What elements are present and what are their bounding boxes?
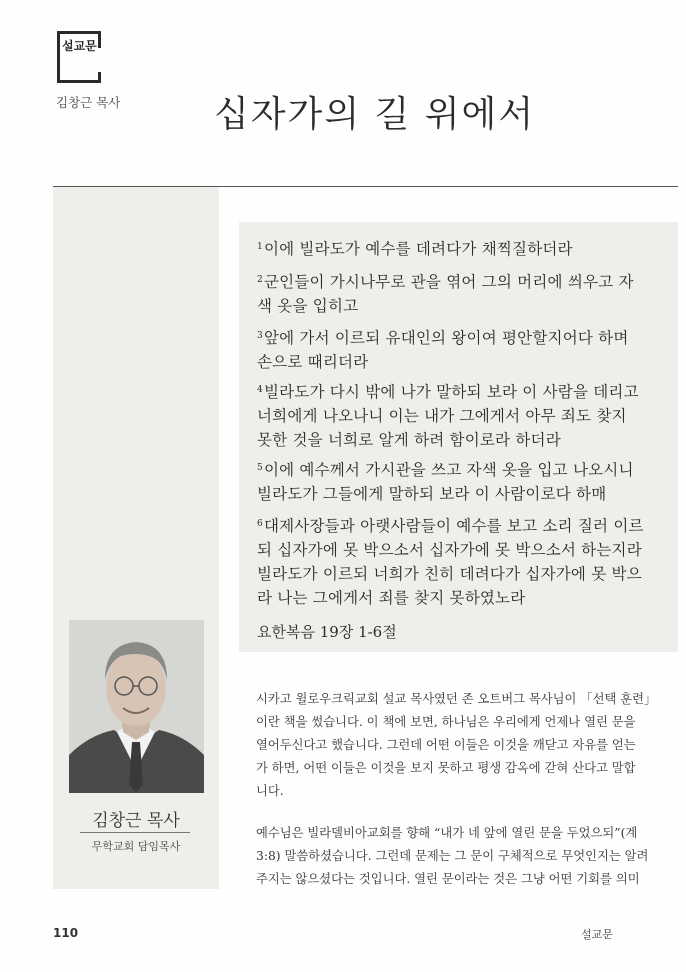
- verse-6: [257, 514, 667, 610]
- verse-text-line: 빌라도가 이르되 너희가 친히 데려다가 십자가에 못 박으: [257, 565, 642, 583]
- verse-number: 4: [257, 385, 263, 395]
- verse-1: [257, 237, 667, 261]
- verse-3: [257, 326, 667, 374]
- author-portrait-illustration: [69, 620, 204, 793]
- body-line: 3:8) 말씀하셨습니다. 그런데 문제는 그 문이 구체적으로 무엇인지는 알려: [256, 849, 649, 863]
- verse-text-line: 대제사장들과 아랫사람들이 예수를 보고 소리 질러 이르: [263, 517, 644, 535]
- verse-number: 6: [257, 519, 263, 529]
- body-paragraph-2: [256, 822, 668, 891]
- body-line: 니다.: [256, 784, 284, 798]
- verse-5: [257, 458, 667, 506]
- verse-text-line: 앞에 가서 이르되 유대인의 왕이여 평안할지어다 하며: [263, 329, 629, 347]
- verse-text-line: 손으로 때리더라: [257, 353, 369, 371]
- author-role: 무학교회 담임목사: [91, 840, 181, 853]
- verse-number: 3: [257, 331, 263, 341]
- author-name: 김창근 목사: [92, 811, 180, 831]
- verse-text-line: 이에 예수께서 가시관을 쓰고 자색 옷을 입고 나오시니: [263, 461, 634, 479]
- verse-2: [257, 270, 667, 318]
- verse-text-line: 색 옷을 입히고: [257, 297, 359, 315]
- body-line: 이란 책을 썼습니다. 이 책에 보면, 하나님은 우리에게 언제나 열린 문을: [256, 715, 636, 729]
- verse-text-line: 라 나는 그에게서 죄를 찾지 못하였노라: [257, 589, 526, 607]
- verse-number: 5: [257, 463, 263, 473]
- verse-text-line: 군인들이 가시나무로 관을 엮어 그의 머리에 씌우고 자: [263, 273, 634, 291]
- body-line: 예수님은 빌라델비아교회를 향해 “내가 네 앞에 열린 문을 두었으되”(계: [256, 826, 638, 840]
- footer-section-label: 설교문: [581, 928, 613, 941]
- section-tag: 설교문: [62, 39, 97, 53]
- body-line: 시카고 윌로우크릭교회 설교 목사였던 존 오트버그 목사님이 「선택 훈련」: [256, 692, 657, 706]
- verse-text-line: 못한 것을 너희로 알게 하려 함이로라 하더라: [257, 431, 561, 449]
- verse-text: 이에 빌라도가 예수를 데려다가 채찍질하더라: [263, 240, 573, 258]
- verse-4: [257, 380, 667, 452]
- page-number: 110: [53, 926, 79, 940]
- verse-text-line: 되 십자가에 못 박으소서 십자가에 못 박으소서 하는지라: [257, 541, 642, 559]
- author-divider: [80, 832, 190, 833]
- verse-number: 2: [257, 275, 263, 285]
- header-author: 김창근 목사: [56, 95, 121, 110]
- verse-text-line: 너희에게 나오나니 이는 내가 그에게서 아무 죄도 찾지: [257, 407, 627, 425]
- verse-number: 1: [257, 242, 263, 252]
- body-line: 가 하면, 어떤 이들은 이것을 보지 못하고 평생 감옥에 갇혀 산다고 말합: [256, 761, 636, 775]
- author-photo: [69, 620, 204, 793]
- scripture-reference: 요한복음 19장 1-6절: [257, 623, 397, 641]
- page-title: 십자가의 길 위에서: [214, 94, 536, 135]
- body-line: 열어두신다고 했습니다. 그런데 어떤 이들은 이것을 깨닫고 자유를 얻는: [256, 738, 636, 752]
- body-line: 주지는 않으셨다는 것입니다. 열린 문이라는 것은 그냥 어떤 기회를 의미: [256, 872, 640, 886]
- body-paragraph-1: [256, 688, 668, 803]
- verse-text-line: 빌라도가 다시 밖에 나가 말하되 보라 이 사람을 데리고: [263, 383, 639, 401]
- verse-text-line: 빌라도가 그들에게 말하되 보라 이 사람이로다 하매: [257, 485, 607, 503]
